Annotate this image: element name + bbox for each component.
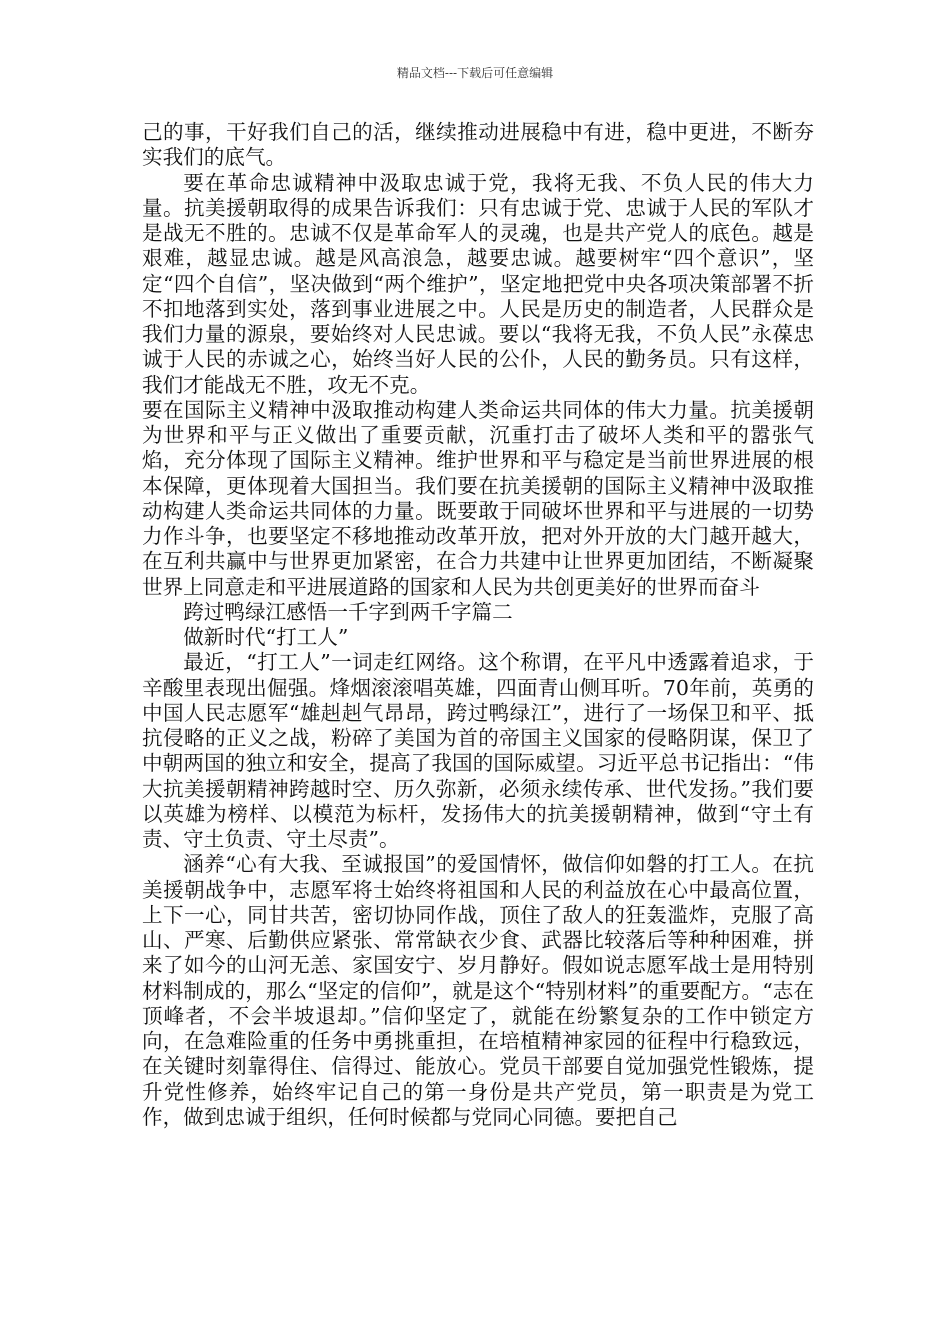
document-body	[142, 120, 814, 1130]
section-heading: 跨过鸭绿江感悟一千字到两千字篇二	[183, 599, 513, 624]
page-header: 精品文档---下载后可任意编辑	[396, 66, 554, 80]
article-title: 做新时代“打工人”	[183, 625, 349, 649]
paragraph-intro: 最近，“打工人”一词走红网络。这个称谓，在平凡中透露着追求，于辛酸里表现出倔强。烽烟滚滚唱英雄，四面青山侧耳听。70年前，英勇的中国人民志愿军“雄赳赳气昂昂，跨过鸭绿江”，进行了一场保卫和平、抵抗侵略的正义之战，粉碎了美国为首的帝国主义国家的侵略阴谋，保卫了中朝两国的独立和安全，提高了我国的国际威望。习近平总书记指出：“伟大抗美援朝精神跨越时空、历久弥新，必须永续传承、世代发扬。”我们要以英雄为榜样、以模范为标杆，发扬伟大的抗美援朝精神，做到“守土有责、守土负责、守土尽责”。	[142, 650, 814, 851]
paragraph-patriotism: 涵养“心有大我、至诚报国”的爱国情怀，做信仰如磐的打工人。在抗美援朝战争中，志愿军将士始终将祖国和人民的利益放在心中最高位置，上下一心，同甘共苦，密切协同作战，顶住了敌人的狂轰滥炸，克服了高山、严寒、后勤供应紧张、常常缺衣少食、武器比较落后等种种困难，拼来了如今的山河无恙、家国安宁、岁月静好。假如说志愿军战士是用特别材料制成的，那么“坚定的信仰”，就是这个“特别材料”的重要配方。“志在顶峰者，不会半坡退却。”信仰坚定了，就能在纷繁复杂的工作中锁定方向，在急难险重的任务中勇挑重担，在培植精神家园的征程中行稳致远，在关键时刻靠得住、信得过、能放心。党员干部要自觉加强党性锻炼，提升党性修养，始终牢记自己的第一身份是共产党员，第一职责是为党工作，做到忠诚于组织，任何时候都与党同心同德。要把自己	[142, 852, 814, 1129]
paragraph-internationalism: 要在国际主义精神中汲取推动构建人类命运共同体的伟大力量。抗美援朝为世界和平与正义做出了重要贡献，沉重打击了破坏人类和平的嚣张气焰，充分体现了国际主义精神。维护世界和平与稳定是当前世界进展的根本保障，更体现着大国担当。我们要在抗美援朝的国际主义精神中汲取推动构建人类命运共同体的力量。既要敢于同破坏世界和平与进展的一切势力作斗争，也要坚定不移地推动改革开放，把对外开放的大门越开越大，在互利共赢中与世界更加紧密，在合力共建中让世界更加团结，不断凝聚世界上同意走和平进展道路的国家和人民为共创更美好的世界而奋斗	[142, 397, 814, 599]
paragraph-loyalty: 要在革命忠诚精神中汲取忠诚于党，我将无我、不负人民的伟大力量。抗美援朝取得的成果告诉我们：只有忠诚于党、忠诚于人民的军队才是战无不胜的。忠诚不仅是革命军人的灵魂，也是共产党人的底色。越是艰难，越显忠诚。越是风高浪急，越要忠诚。越要树牢“四个意识”，坚定“四个自信”，坚决做到“两个维护”，坚定地把党中央各项决策部署不折不扣地落到实处，落到事业进展之中。人民是历史的制造者，人民群众是我们力量的源泉，要始终对人民忠诚。要以“我将无我，不负人民”永葆忠诚于人民的赤诚之心，始终当好人民的公仆，人民的勤务员。只有这样，我们才能战无不胜，攻无不克。	[142, 170, 814, 397]
paragraph-continuation: 己的事，干好我们自己的活，继续推动进展稳中有进，稳中更进，不断夯实我们的底气。	[142, 120, 814, 170]
